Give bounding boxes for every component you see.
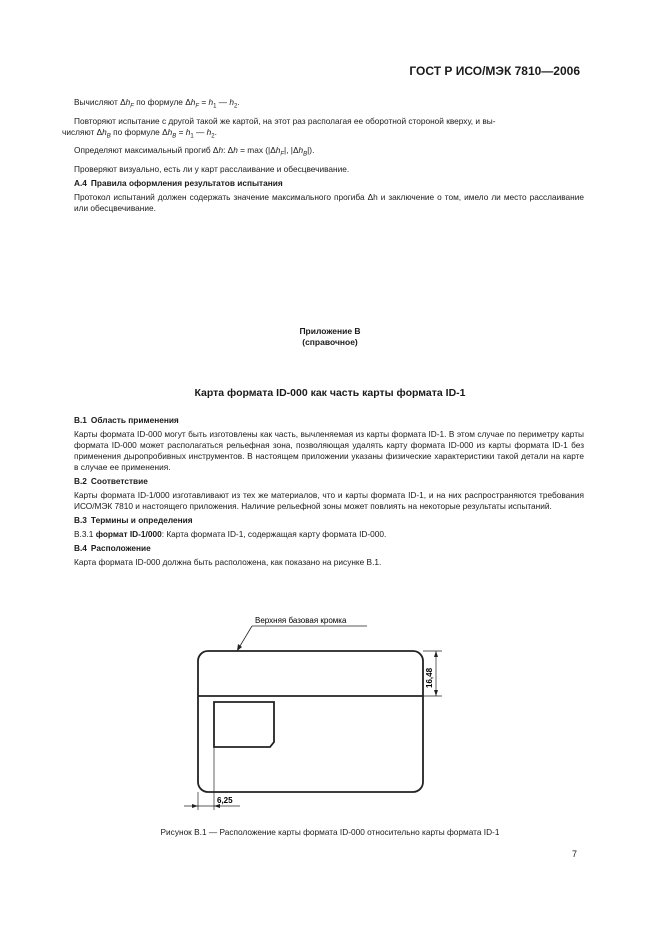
term-b31: В.3.1 формат ID-1/000: Карта формата ID-1, содержащая карту формата ID-000. xyxy=(74,529,387,539)
section-b1-heading: В.1 Область применения xyxy=(74,415,179,425)
dim-vertical-label: 16,48 xyxy=(425,667,434,688)
page-number: 7 xyxy=(572,849,578,859)
card-id1-outline xyxy=(198,651,423,792)
para-2b: числяют $\Delta h_B$ по формуле $\Delta h_B = h_1$ — $h_2$. xyxy=(62,126,217,140)
content-top xyxy=(62,97,584,217)
para-1: Вычисляют $\Delta h_F$ по формуле $\Delta h_F = h_1$ — $h_2$. xyxy=(74,97,240,110)
card-id000-outline xyxy=(214,702,274,747)
dim-v-arrow-top xyxy=(434,651,438,657)
content-annex xyxy=(74,415,584,571)
para-3: Определяют максимальный прогиб Δh: $\Delta h = \max (|\Delta h_F|$, $|\Delta h_B|$). xyxy=(74,145,315,158)
figure-b1 xyxy=(170,610,470,820)
para-4: Проверяют визуально, есть ли у карт расслаивание и обесцвечивание. xyxy=(74,163,350,174)
para-b4: Карта формата ID-000 должна быть расположена, как показано на рисунке В.1. xyxy=(74,557,382,567)
top-edge-label: Верхняя базовая кромка xyxy=(255,616,347,625)
annex-line-2: (справочное) xyxy=(302,337,358,347)
para-a4: Протокол испытаний должен содержать значение максимального прогиба Δh и заключение о том, имело ли место расслаивание или обесцвечивание. xyxy=(74,191,584,213)
section-b4-heading: В.4 Расположение xyxy=(74,543,151,553)
para-2a: Повторяют испытание с другой такой же картой, на этот раз располагая ее оборотной стороной кверху, и вы- xyxy=(74,115,496,126)
para-b1: Карты формата ID-000 могут быть изготовлены как часть, вычленяемая из карты формата ID-1. В этом случае по периметру карты формата ID-000 может располагаться рельефная зона, позволяющая удалять карту формата ID-000 из карты формата ID-1 без применения дыропробивных инструментов. В настоящем приложении указаны физические характеристики такой детали на карте в случае ее применения. xyxy=(74,429,584,472)
annex-title: Карта формата ID-000 как часть карты формата ID-1 xyxy=(194,387,466,399)
arrow-top-edge xyxy=(237,644,242,651)
document-header: ГОСТ Р ИСО/МЭК 7810—2006 xyxy=(409,64,580,78)
para-b2: Карты формата ID-1/000 изготавливают из тех же материалов, что и карты формата ID-1, и на них распространяются требования ИСО/МЭК 7810 и настоящего приложения. Наличие рельефной зоны может повлиять на некоторые результаты испытаний. xyxy=(74,490,584,511)
annex-label xyxy=(230,326,430,348)
figure-caption: Рисунок В.1 — Расположение карты формата ID-000 относительно карты формата ID-1 xyxy=(160,827,500,837)
section-a4-heading: А.4 Правила оформления результатов испытания xyxy=(74,177,283,188)
section-b2-heading: В.2 Соответствие xyxy=(74,476,148,486)
dim-horizontal-label: 6,25 xyxy=(217,796,233,805)
dim-v-arrow-bottom xyxy=(434,690,438,696)
dim-h-arrow-left xyxy=(192,804,198,808)
annex-line-1: Приложение В xyxy=(299,326,361,336)
section-b3-heading: В.3 Термины и определения xyxy=(74,515,193,525)
